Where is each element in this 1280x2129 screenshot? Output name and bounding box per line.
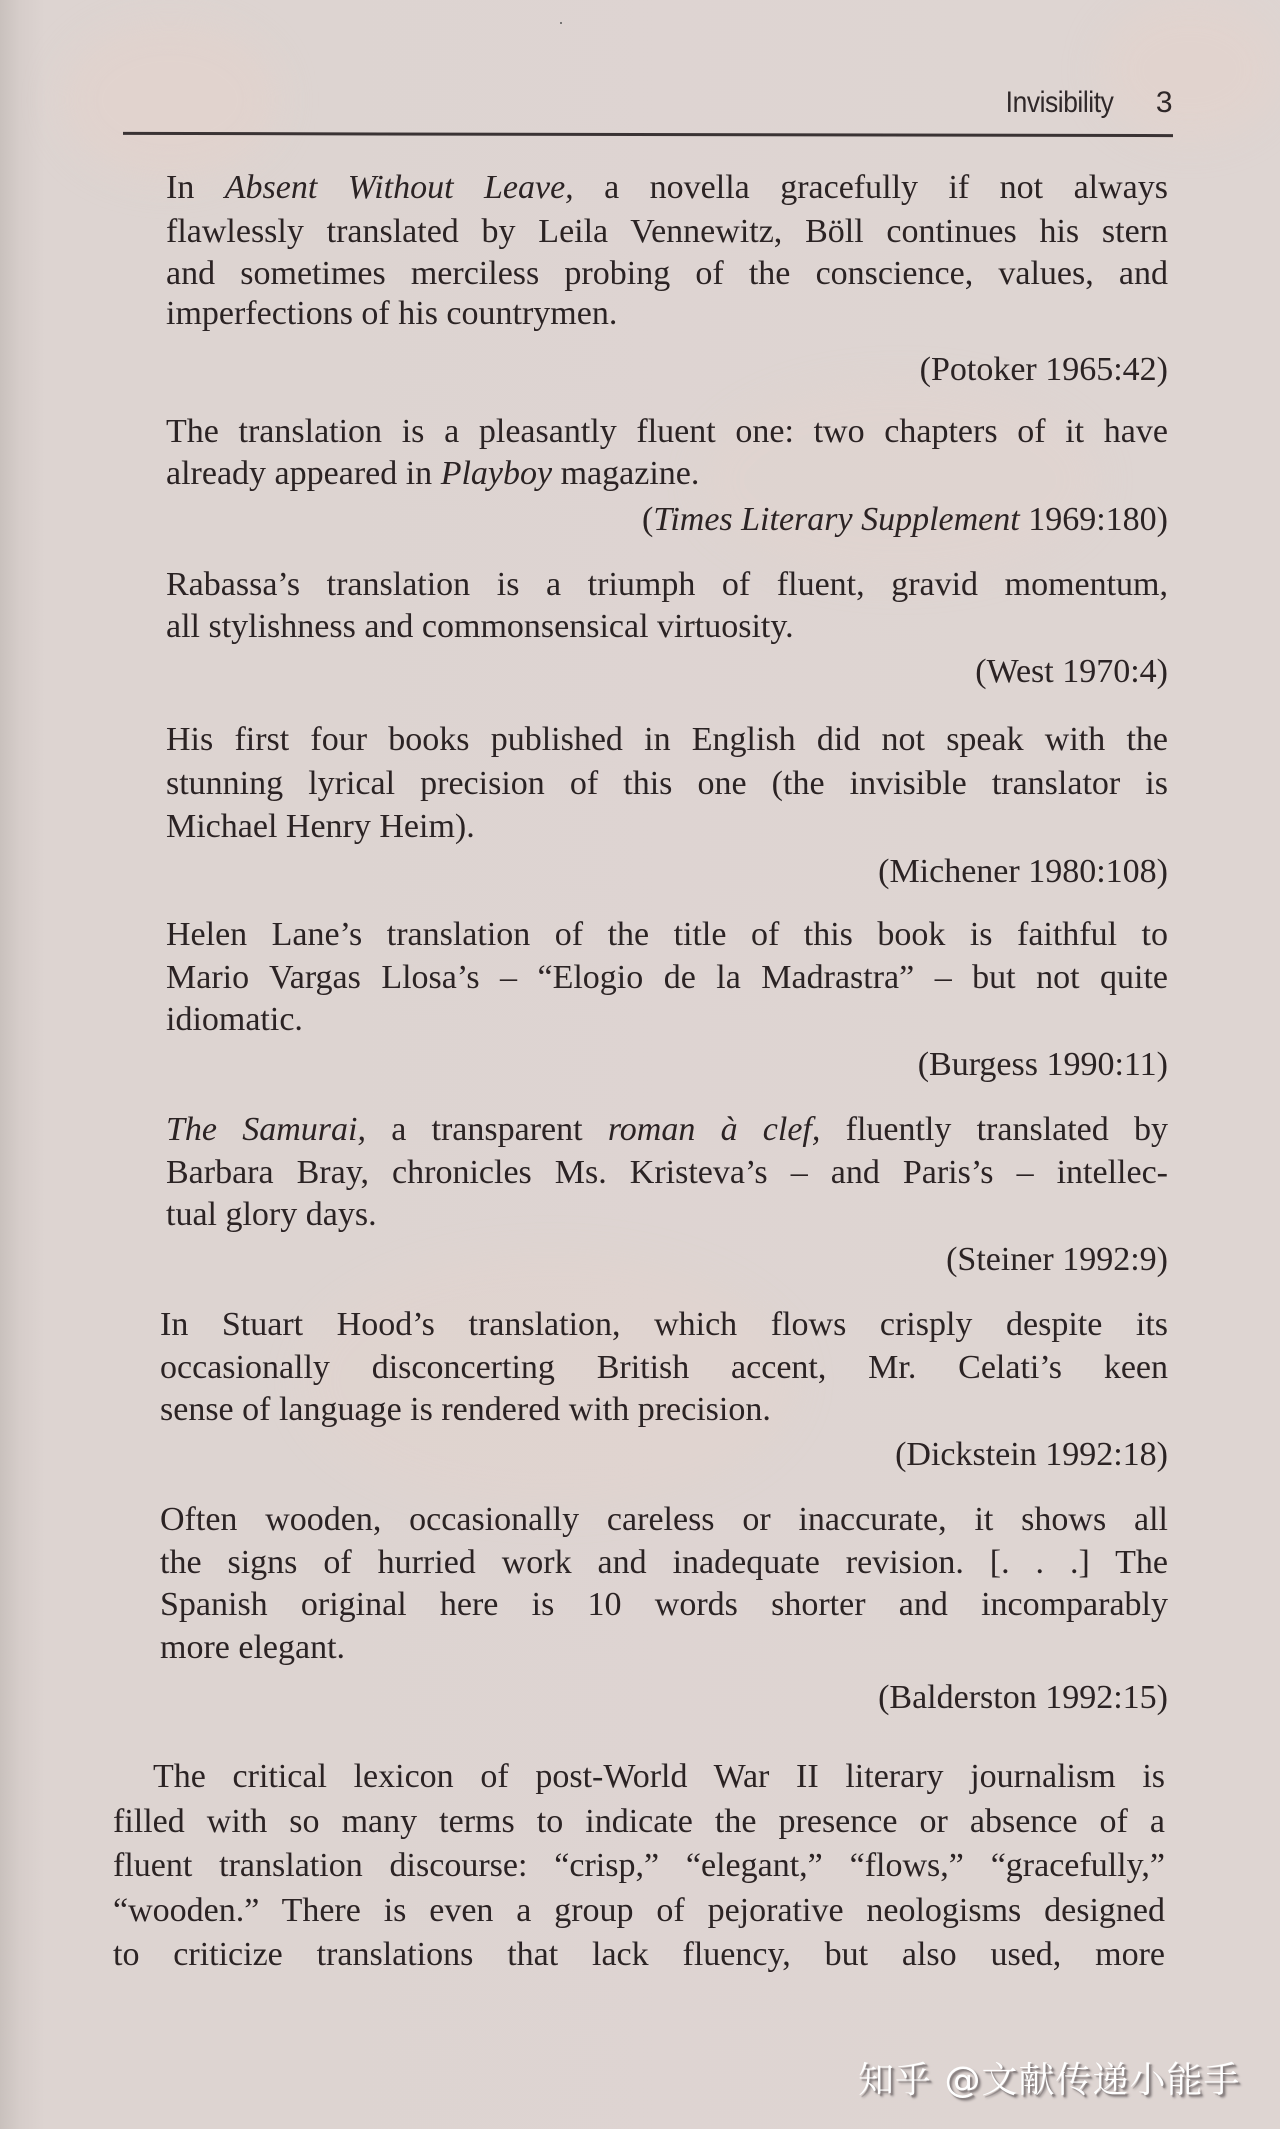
quote-line: In Stuart Hood’s translation, which flows crisply despite its xyxy=(160,1306,1168,1343)
body-line: to criticize translations that lack fluency, but also used, more xyxy=(113,1936,1165,1973)
body-line: “wooden.” There is even a group of pejorative neologisms designed xyxy=(113,1892,1165,1929)
quote-line: Barbara Bray, chronicles Ms. Kristeva’s – and Paris’s – intellec- xyxy=(166,1154,1168,1191)
quote-line: Rabassa’s translation is a triumph of fluent, gravid momentum, xyxy=(166,566,1168,603)
quote-line: the signs of hurried work and inadequate revision. [. . .] The xyxy=(160,1544,1168,1581)
quote-line: all stylishness and commonsensical virtuosity. xyxy=(166,608,794,645)
quote-line: idiomatic. xyxy=(166,1001,303,1038)
quote-line: Helen Lane’s translation of the title of this book is faithful to xyxy=(166,916,1168,953)
header-rule xyxy=(123,132,1173,137)
quote-line: tual glory days. xyxy=(166,1196,377,1233)
quote-line: The Samurai, a transparent roman à clef, fluently translated by xyxy=(166,1111,1169,1148)
page-number: 3 xyxy=(1155,86,1172,119)
running-header xyxy=(991,86,1172,126)
quote-line: Mario Vargas Llosa’s – “Elogio de la Madrastra” – but not quite xyxy=(166,959,1168,996)
quote-citation: (Michener 1980:108) xyxy=(878,853,1168,890)
quote-citation: (Dickstein 1992:18) xyxy=(895,1436,1168,1473)
quote-line: more elegant. xyxy=(160,1629,346,1666)
quote-line: Often wooden, occasionally careless or inaccurate, it shows all xyxy=(160,1501,1168,1538)
body-line: filled with so many terms to indicate the presence or absence of a xyxy=(113,1803,1165,1840)
watermark: 知乎 @文献传递小能手 xyxy=(858,2060,1241,2101)
quote-citation: (Times Literary Supplement 1969:180) xyxy=(641,501,1168,538)
quote-line: occasionally disconcerting British accent, Mr. Celati’s keen xyxy=(160,1349,1168,1386)
quote-line: stunning lyrical precision of this one (the invisible translator is xyxy=(166,765,1168,802)
quote-line: Michael Henry Heim). xyxy=(166,808,475,845)
quote-line: sense of language is rendered with precision. xyxy=(160,1391,771,1428)
quote-line: His first four books published in English did not speak with the xyxy=(166,721,1168,758)
quote-citation: (Balderston 1992:15) xyxy=(878,1679,1168,1716)
body-line: fluent translation discourse: “crisp,” “elegant,” “flows,” “gracefully,” xyxy=(113,1847,1165,1884)
quote-line: flawlessly translated by Leila Vennewitz, Böll continues his stern xyxy=(166,213,1168,250)
quote-line: The translation is a pleasantly fluent one: two chapters of it have xyxy=(166,413,1168,450)
body-line: The critical lexicon of post-World War II literary journalism is xyxy=(153,1758,1165,1795)
running-title: Invisibility xyxy=(1006,86,1114,119)
quote-line: and sometimes merciless probing of the conscience, values, and xyxy=(166,255,1168,292)
quote-line: Spanish original here is 10 words shorter and incomparably xyxy=(160,1586,1168,1623)
quote-line: imperfections of his countrymen. xyxy=(166,295,618,332)
quote-citation: (Burgess 1990:11) xyxy=(917,1046,1168,1083)
quote-citation: (Steiner 1992:9) xyxy=(946,1241,1168,1278)
quote-line: In Absent Without Leave, a novella gracefully if not always xyxy=(166,169,1168,206)
quote-citation: (Potoker 1965:42) xyxy=(919,351,1168,388)
quote-line: already appeared in Playboy magazine. xyxy=(166,455,700,492)
quote-citation: (West 1970:4) xyxy=(975,653,1168,690)
